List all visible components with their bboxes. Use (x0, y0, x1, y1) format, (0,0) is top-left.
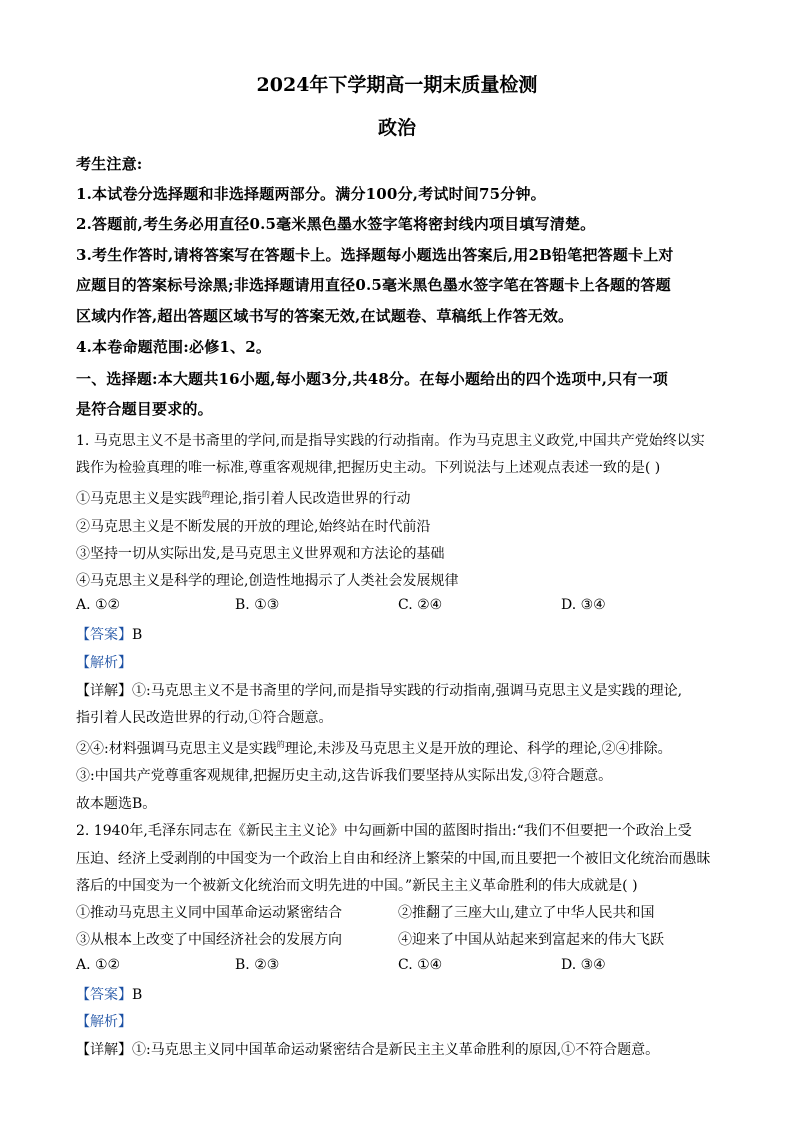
q1-detail-line-1 (76, 680, 682, 700)
q2-stem-line-1: 2. 1940年,毛泽东同志在《新民主主义论》中勾画新中国的蓝图时指出:“我们不但要把一个政治上受 (76, 823, 692, 839)
q1-statement-1 (76, 488, 410, 508)
q1-statement-3: ③坚持一切从实际出发,是马克思主义世界观和方法论的基础 (76, 546, 445, 562)
q1-answer (76, 624, 142, 644)
q1-statement-4: ④马克思主义是科学的理论,创造性地揭示了人类社会发展规律 (76, 573, 459, 589)
section-heading-line-2: 是符合题目要求的。 (76, 400, 213, 418)
q2-detail-tag: 【详解】 (76, 1042, 132, 1058)
q2-answer-value: B (132, 987, 143, 1003)
q1-detail-3-part-a: ②④:材料强调马克思主义是实践 (76, 741, 277, 757)
notice-item-3-line-2: 应题目的答案标号涂黑;非选择题请用直径0.5毫米黑色墨水签字笔在答题卡上各题的答题 (76, 276, 671, 294)
q2-detail-text-1: ①:马克思主义同中国革命运动紧密结合是新民主主义革命胜利的原因,①不符合题意。 (132, 1042, 660, 1058)
q2-answer (76, 984, 142, 1004)
q1-option-a: A. ①② (76, 597, 121, 613)
q1-detail-text-1: ①:马克思主义不是书斋里的学问,而是指导实践的行动指南,强调马克思主义是实践的理论, (132, 683, 683, 699)
q1-analysis-tag: 【解析】 (76, 655, 132, 671)
q1-answer-tag: 【答案】 (76, 627, 132, 643)
q2-option-d: D. ③④ (561, 957, 606, 973)
q1-detail-3-part-b: 理论,未涉及马克思主义是开放的理论、科学的理论,②④排除。 (284, 741, 672, 757)
q1-statement-2: ②马克思主义是不断发展的开放的理论,始终站在时代前沿 (76, 519, 431, 535)
q2-option-b: B. ②③ (235, 957, 280, 973)
notice-item-3-line-3: 区域内作答,超出答题区域书写的答案无效,在试题卷、草稿纸上作答无效。 (76, 307, 574, 325)
q2-option-c: C. ①④ (398, 957, 443, 973)
q1-option-c: C. ②④ (398, 597, 443, 613)
q1-detail-line-4: ③:中国共产党尊重客观规律,把握历史主动,这告诉我们要坚持从实际出发,③符合题意。 (76, 768, 613, 784)
q1-detail-tag: 【详解】 (76, 683, 132, 699)
q1-statement-1-part-a: ①马克思主义是实践 (76, 491, 202, 507)
q1-detail-line-2: 指引着人民改造世界的行动,①符合题意。 (76, 710, 333, 726)
notice-item-1: 1.本试卷分选择题和非选择题两部分。满分100分,考试时间75分钟。 (76, 185, 546, 203)
section-heading-line-1: 一、选择题:本大题共16小题,每小题3分,共48分。在每小题给出的四个选项中,只有一项 (76, 370, 668, 388)
q2-option-a: A. ①② (76, 957, 121, 973)
q1-statement-1-superscript: 的 (202, 490, 210, 499)
q2-detail-line-1 (76, 1039, 659, 1059)
q2-analysis-tag: 【解析】 (76, 1014, 132, 1030)
q1-stem-line-2: 践作为检验真理的唯一标准,尊重客观规律,把握历史主动。下列说法与上述观点表述一致的是( ) (76, 460, 661, 476)
q2-stem-line-3: 落后的中国变为一个被新文化统治而文明先进的中国。”新民主主义革命胜利的伟大成就是( ) (76, 878, 638, 894)
q1-answer-value: B (132, 627, 143, 643)
subject-title: 政治 (377, 117, 416, 139)
q1-detail-line-3 (76, 738, 672, 758)
notice-item-4: 4.本卷命题范围:必修1、2。 (76, 338, 272, 356)
q2-statement-3: ③从根本上改变了中国经济社会的发展方向 (76, 932, 342, 948)
q2-statement-2: ②推翻了三座大山,建立了中华人民共和国 (398, 905, 655, 921)
q2-statement-1: ①推动马克思主义同中国革命运动紧密结合 (76, 905, 342, 921)
exam-title: 2024年下学期高一期末质量检测 (256, 74, 538, 96)
q2-answer-tag: 【答案】 (76, 987, 132, 1003)
q1-statement-1-part-b: 理论,指引着人民改造世界的行动 (210, 491, 411, 507)
q1-conclusion: 故本题选B。 (76, 796, 157, 812)
q2-statement-4: ④迎来了中国从站起来到富起来的伟大飞跃 (398, 932, 664, 948)
notice-item-2: 2.答题前,考生务必用直径0.5毫米黑色墨水签字笔将密封线内项目填写清楚。 (76, 215, 596, 233)
q1-option-b: B. ①③ (235, 597, 280, 613)
q2-stem-line-2: 压迫、经济上受剥削的中国变为一个政治上自由和经济上繁荣的中国,而且要把一个被旧文化统治而愚昧 (76, 851, 711, 867)
q1-stem-line-1: 1. 马克思主义不是书斋里的学问,而是指导实践的行动指南。作为马克思主义政党,中国共产党始终以实 (76, 433, 705, 449)
q1-option-d: D. ③④ (561, 597, 606, 613)
notice-heading: 考生注意: (76, 155, 143, 173)
notice-item-3-line-1: 3.考生作答时,请将答案写在答题卡上。选择题每小题选出答案后,用2B铅笔把答题卡上对 (76, 246, 674, 264)
q1-detail-3-superscript: 的 (276, 740, 285, 749)
